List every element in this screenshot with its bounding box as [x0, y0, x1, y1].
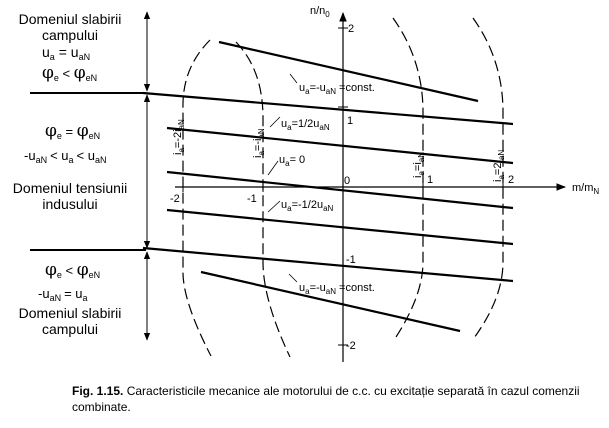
label-ua-const-bottom: $u_a=-u_{aN}$ =const. [299, 282, 375, 296]
current-label-minus-1: $i_a=-i_{aN}$ [252, 128, 266, 158]
y-tick-label-2: 2 [348, 23, 355, 35]
y-axis-label: $n/n_0$ [310, 5, 330, 19]
figure-caption-text: Caracteristicile mecanice ale motorului de c.c. cu excitație separată în cazul comenzii combinate. [72, 384, 580, 414]
figure-caption [72, 383, 592, 415]
line-ua-neg-uaN [143, 248, 513, 281]
current-label-plus-2: $i_a=2i_{aN}$ [492, 149, 506, 182]
label-ua-zero: $u_a= 0$ [279, 154, 306, 168]
middle-domain-title-1: Domeniul tensiunii [12, 180, 128, 196]
y-tick-label-1: 1 [347, 115, 354, 127]
x-axis-label: $m/m_N$ [572, 182, 600, 196]
field-weakening-bottom-line [201, 272, 460, 331]
x-tick-label-minus-1: -1 [247, 193, 257, 205]
curve-ia-minus-2 [183, 40, 211, 356]
line-ua-half [167, 128, 513, 163]
x-tick-label-2: 2 [508, 174, 515, 186]
y-tick-label-minus-1: -1 [346, 254, 356, 266]
middle-domain-eq2: $-u_{aN} < u_a < u_{aN}$ [24, 148, 107, 165]
bottom-domain-eq2: $-u_{aN} = u_a$ [38, 286, 88, 303]
label-ua-neg-half: $u_a=-1/2u_{aN}$ [281, 199, 334, 213]
bottom-domain-title-1: Domeniul slabirii [18, 305, 122, 321]
label-ua-half: $u_a=1/2u_{aN}$ [281, 118, 330, 132]
line-ua-neg-half [167, 210, 513, 244]
x-tick-label-minus-2: -2 [170, 193, 180, 205]
middle-domain-eq1: φe = φeN [45, 121, 101, 141]
bottom-domain-title-2: campului [41, 321, 99, 337]
bottom-domain-eq1: φe < φeN [45, 260, 101, 280]
y-tick-label-minus-2: -2 [346, 340, 356, 352]
middle-domain-title-2: indusului [42, 196, 98, 212]
current-label-minus-2: $i_a=-2i_{aN}$ [172, 119, 186, 155]
origin-label: 0 [344, 175, 351, 187]
line-ua-zero [167, 172, 513, 208]
label-ua-const-top: $u_a=-u_{aN}$ =const. [299, 82, 375, 96]
x-tick-label-1: 1 [427, 174, 434, 186]
top-domain-eq2: φe < φeN [42, 63, 98, 83]
current-label-plus-1: $i_a=i_{aN}$ [412, 151, 426, 178]
figure-number: Fig. 1.15. [72, 384, 124, 398]
top-domain-title-2: campului [41, 27, 99, 43]
top-domain-title-1: Domeniul slabirii [18, 11, 122, 27]
line-ua-uaN [143, 93, 513, 124]
top-domain-eq1: $u_a = u_{aN}$ [42, 44, 91, 62]
